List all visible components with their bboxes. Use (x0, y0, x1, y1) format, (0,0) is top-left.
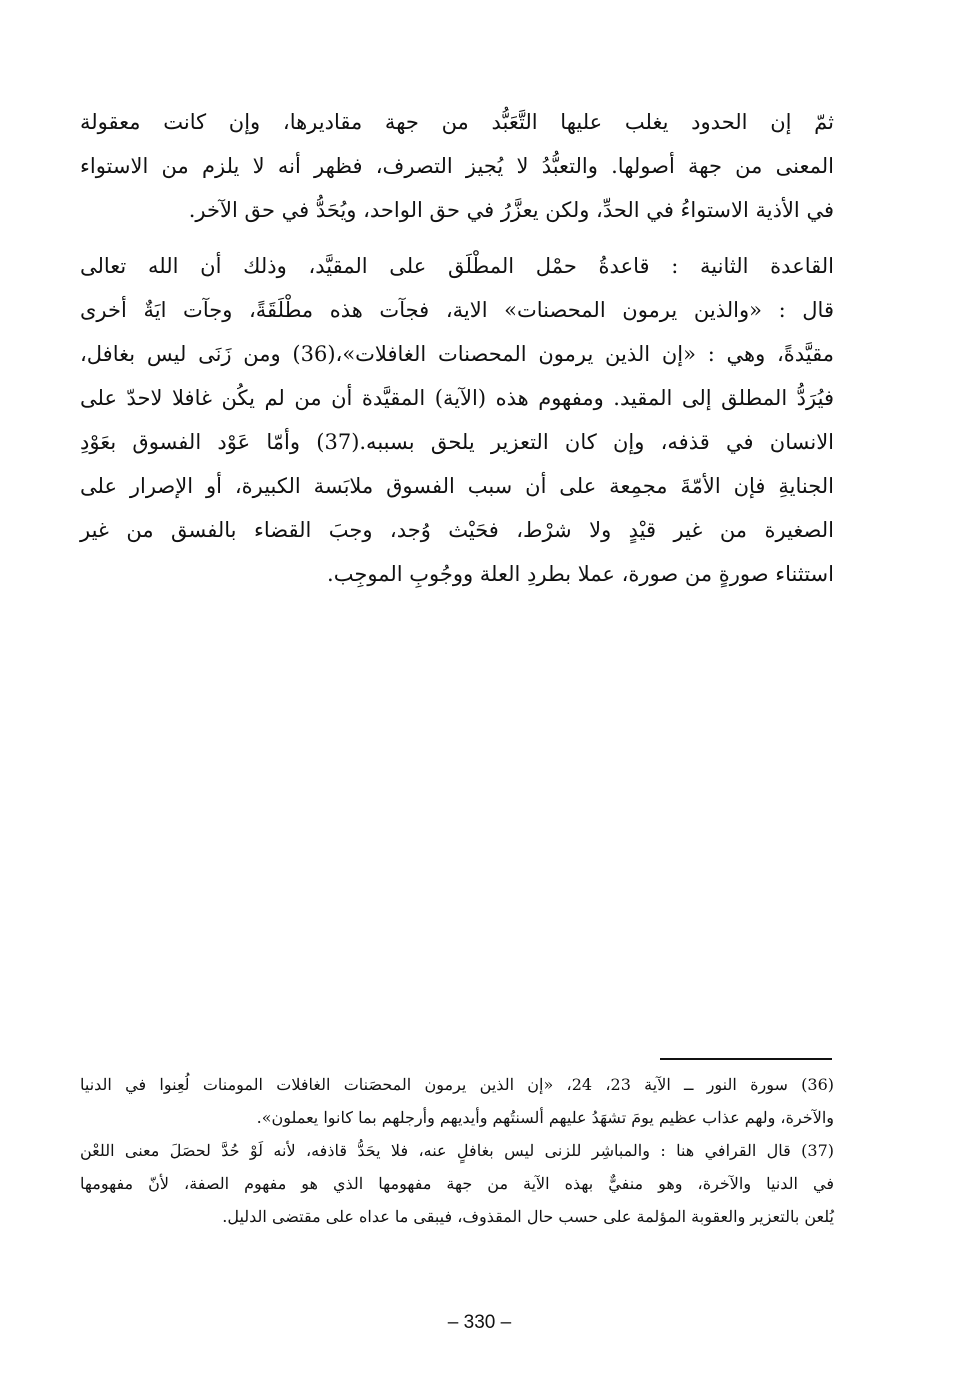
text-line: الجنايةِ فإن الأمّةَ مجمِعة على أن سبب الفسوق ملابَسة الكبيرة، أو الإصرار على (80, 474, 834, 498)
paragraph-2 (80, 244, 834, 596)
text-line: في الأذية الاستواءُ في الحدِّ، ولكن يعزَّرُ في حق الواحد، ويُحَدُّ في حق الآخر. (188, 198, 834, 222)
text-line: فيُرَدُّ المطلق إلى المقيد. ومفهوم هذه (الآية) المقيَّدة أن من لم يكُن غافلا لاحدّ على (80, 386, 834, 410)
footnote-37 (80, 1134, 834, 1233)
footnote-line: (37) قال القرافي هنا : والمباشِر للزنى ليس بغافلٍ عنه، فلا يحَدُّ قاذفه، لأنه لَوْ حُدَّ لحصَلَ معنى اللعْن (80, 1141, 834, 1160)
text-line: القاعدة الثانية : قاعدةُ حمْل المطْلَق على المقيَّد، وذلك أن الله تعالى (80, 254, 834, 278)
text-line: مقيَّدةً، وهي : «إن الذين يرمون المحصنات الغافلات»،(36) ومن زَنَى ليس بغافل، (80, 342, 834, 366)
paragraph-1 (80, 100, 834, 232)
page-number: – 330 – (447, 1312, 512, 1333)
text-line: المعنى من جهة أصولها. والتعبُّدُ لا يُجيز التصرف، فظهر أنه لا يلزم من الاستواء (80, 154, 834, 178)
text-line: استثناء صورةٍ من صورة، عملا بطردِ العلة ووجُوبِ الموجِب. (327, 562, 834, 586)
main-text (80, 100, 834, 596)
text-line: قال : «والذين يرمون المحصنات» الاية، فجآت هذه مطْلَقَةً، وجآت ايَةٌ أخرى (80, 298, 834, 322)
footnote-line: يُلعن بالتعزير والعقوبة المؤلمة على حسب حال المقذوف، فيبقى ما عداه على مقتضى الدليل. (222, 1207, 834, 1226)
footnote-separator (660, 1058, 832, 1060)
paragraph-gap (80, 232, 834, 244)
text-line: الصغيرة من غير قيْدٍ ولا شرْط، فحَيْث وُجد، وجبَ القضاء بالفسق من غير (80, 518, 834, 542)
footnote-line: والآخرة، ولهم عذاب عظيم يومَ تشهَدُ عليهم ألسنتُهم وأيديهم وأرجلهم بما كانوا يعملون». (256, 1108, 834, 1127)
footnote-line: (36) سورة النور ــ الآية 23، 24، «إن الذين يرمون المحصَنات الغافلات المومنات لُعِنوا في الدنيا (80, 1075, 835, 1094)
footnote-36 (80, 1068, 834, 1134)
footnotes (80, 1068, 834, 1233)
footnote-line: في الدنيا والآخرة، وهو منفيٌّ بهذه الآية من جهة مفهومها الذي هو مفهوم الصفة، لأنّ مفهومها (80, 1174, 834, 1193)
text-line: الانسان في قذفه، وإن كان التعزير يلحق بسببه.(37) وأمّا عَوْد الفسوق بعَوْدِ (80, 430, 835, 454)
text-line: ثمّ إن الحدود يغلب عليها التَّعَبُّد من جهة مقاديرها، وإن كانت معقولة (80, 110, 834, 134)
